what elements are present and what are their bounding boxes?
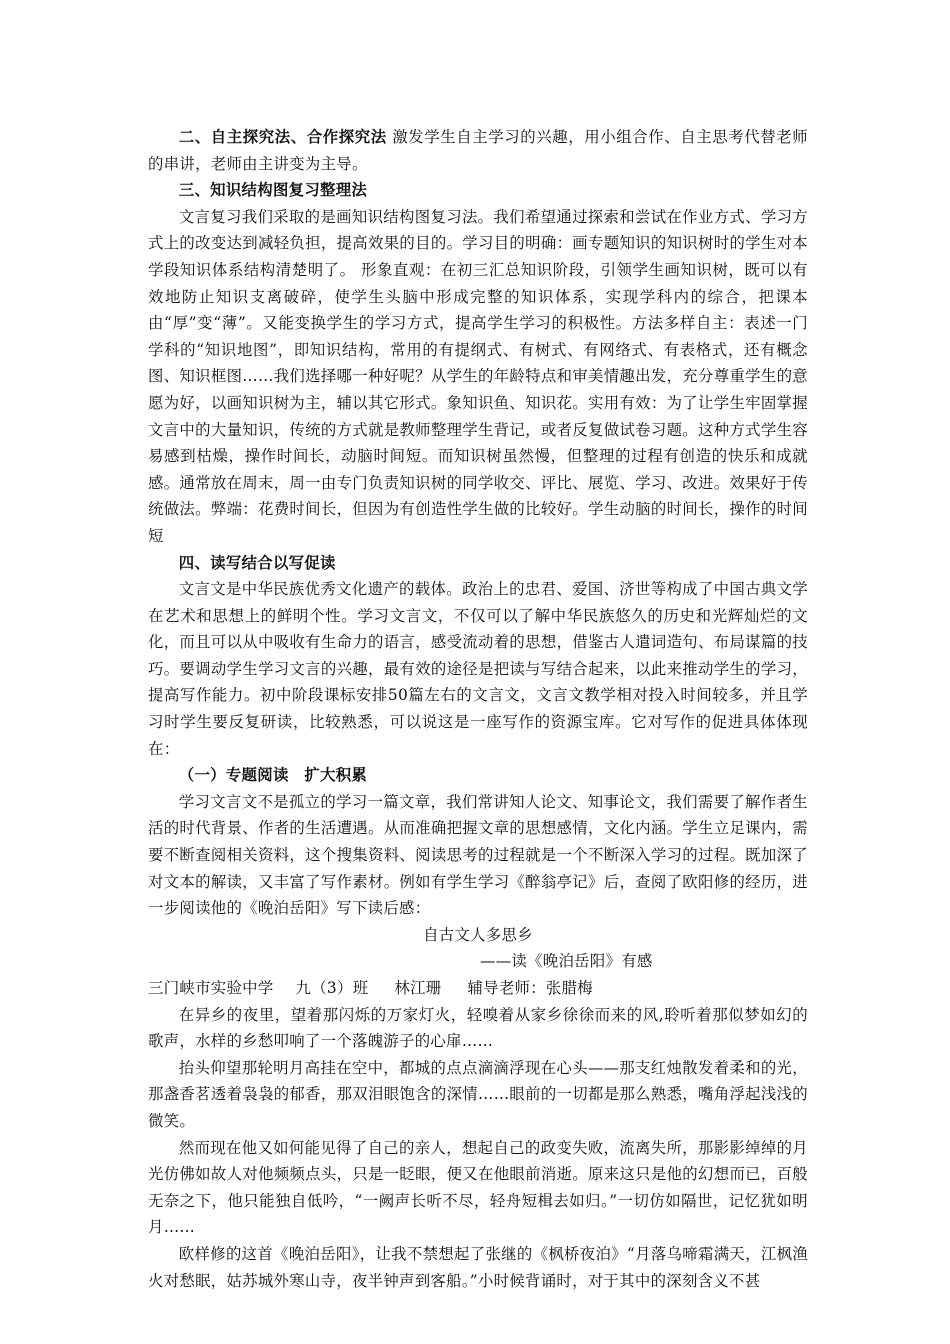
- essay-paragraph-3: 然而现在他又如何能见得了自己的亲人，想起自己的政变失败，流离失所，那影影绰绰的月光仿佛如故人对他频频点头，只是一眨眼，便又在他眼前消逝。原来这只是他的幻想而已，百般无奈之下，他只能独自低吟，“一阙声长听不尽，轻舟短楫去如归。”一切仿如隔世，记忆犹如明月……: [148, 1138, 808, 1237]
- essay-school: 三门峡市实验中学: [148, 979, 274, 997]
- section-2-paragraph: [148, 124, 808, 177]
- essay-teacher: 辅导老师：张腊梅: [467, 979, 593, 997]
- section-4-text: 文言文是中华民族优秀文化遗产的载体。政治上的忠君、爱国、济世等构成了中国古典文学在艺术和思想上的鲜明个性。学习文言文，不仅可以了解中华民族悠久的历史和光辉灿烂的文化，而且可以从中吸收有生命力的语言，感受流动着的思想，借鉴古人遣词造句、布局谋篇的技巧。要调动学生学习文言的兴趣，最有效的途径是把读与写结合起来，以此来推动学生的学习，提高写作能力。初中阶段课标安排50篇左右的文言文，文言文教学相对投入时间较多，并且学习时学生要反复研读，比较熟悉，可以说这是一座写作的资源宝库。它对写作的促进具体体现在：: [148, 580, 808, 758]
- subsection-1-text: 学习文言文不是孤立的学习一篇文章，我们常讲知人论文、知事论文，我们需要了解作者生活的时代背景、作者的生活遭遇。从而准确把握文章的思想感情，文化内涵。学生立足课内，需要不断查阅相关资料，这个搜集资料、阅读思考的过程就是一个不断深入学习的过程。既加深了对文本的解读，又丰富了写作素材。例如有学生学习《醉翁亭记》后，查阅了欧阳修的经历，进一步阅读他的《晚泊岳阳》写下读后感：: [148, 792, 808, 918]
- essay-class: 九（3）班: [295, 979, 369, 997]
- section-3-heading: 三、知识结构图复习整理法: [178, 181, 368, 200]
- document-page: [148, 124, 808, 1294]
- essay-byline: [148, 975, 808, 1002]
- essay-paragraph-1: 在异乡的夜里，望着那闪烁的万家灯火，轻嗅着从家乡徐徐而来的风,聆听着那似梦如幻的歌声，水样的乡愁叩响了一个落魄游子的心扉……: [148, 1005, 808, 1051]
- essay-author: 林江珊: [394, 979, 442, 997]
- essay-subtitle: ——读《晚泊岳阳》有感: [480, 952, 653, 971]
- subsection-1-heading: （一）专题阅读 扩大积累: [178, 766, 368, 785]
- section-4-heading: 四、读写结合以写促读: [178, 553, 336, 572]
- essay-paragraph-4: 欧样修的这首《晚泊岳阳》，让我不禁想起了张继的《枫桥夜泊》“月落乌啼霜满天，江枫渔火对愁眠，姑苏城外寒山寺，夜半钟声到客船。”小时候背诵时，对于其中的深刻含义不甚: [148, 1244, 808, 1290]
- section-2-heading: 二、自主探究法、合作探究法: [178, 128, 387, 146]
- section-3-text: 文言复习我们采取的是画知识结构图复习法。我们希望通过探索和尝试在作业方式、学习方式上的改变达到减轻负担，提高效果的目的。学习目的明确：画专题知识的知识树时的学生对本学段知识体系结构清楚明了。 形象直观：在初三汇总知识阶段，引领学生画知识树，既可以有效地防止知识支离破碎，使学生头脑中形成完整的知识体系，实现学科内的综合，把课本由“厚”变“薄”。又能变换学生的学习方式，提高学生学习的积极性。方法多样自主：表述一门学科的“知识地图”，即知识结构，常用的有提纲式、有树式、有网络式、有表格式，还有概念图、知识框图……我们选择哪一种好呢？从学生的年龄特点和审美情趣出发，充分尊重学生的意愿为好，以画知识树为主，辅以其它形式。象知识鱼、知识花。实用有效：为了让学生牢固掌握文言中的大量知识，传统的方式就是教师整理学生背记，或者反复做试卷习题。这种方式学生容易感到枯燥，操作时间长，动脑时间短。而知识树虽然慢，但整理的过程有创造的快乐和成就感。通常放在周末，周一由专门负责知识树的同学收交、评比、展览、学习、改进。效果好于传统做法。弊端：花费时间长，但因为有创造性学生做的比较好。学生动脑的时间长，操作的时间短: [148, 207, 808, 545]
- essay-paragraph-2: 抬头仰望那轮明月高挂在空中，都城的点点滴滴浮现在心头——那支红烛散发着柔和的光，那盏香茗透着袅袅的郁香，那双泪眼饱含的深情……眼前的一切都是那么熟悉，嘴角浮起浅浅的微笑。: [148, 1058, 808, 1130]
- essay-title: 自古文人多思乡: [423, 925, 533, 944]
- section-2-text: 激发学生自主学习的兴趣，用小组合作、自主思考代替老师的串讲，老师由主讲变为主导。: [148, 128, 808, 173]
